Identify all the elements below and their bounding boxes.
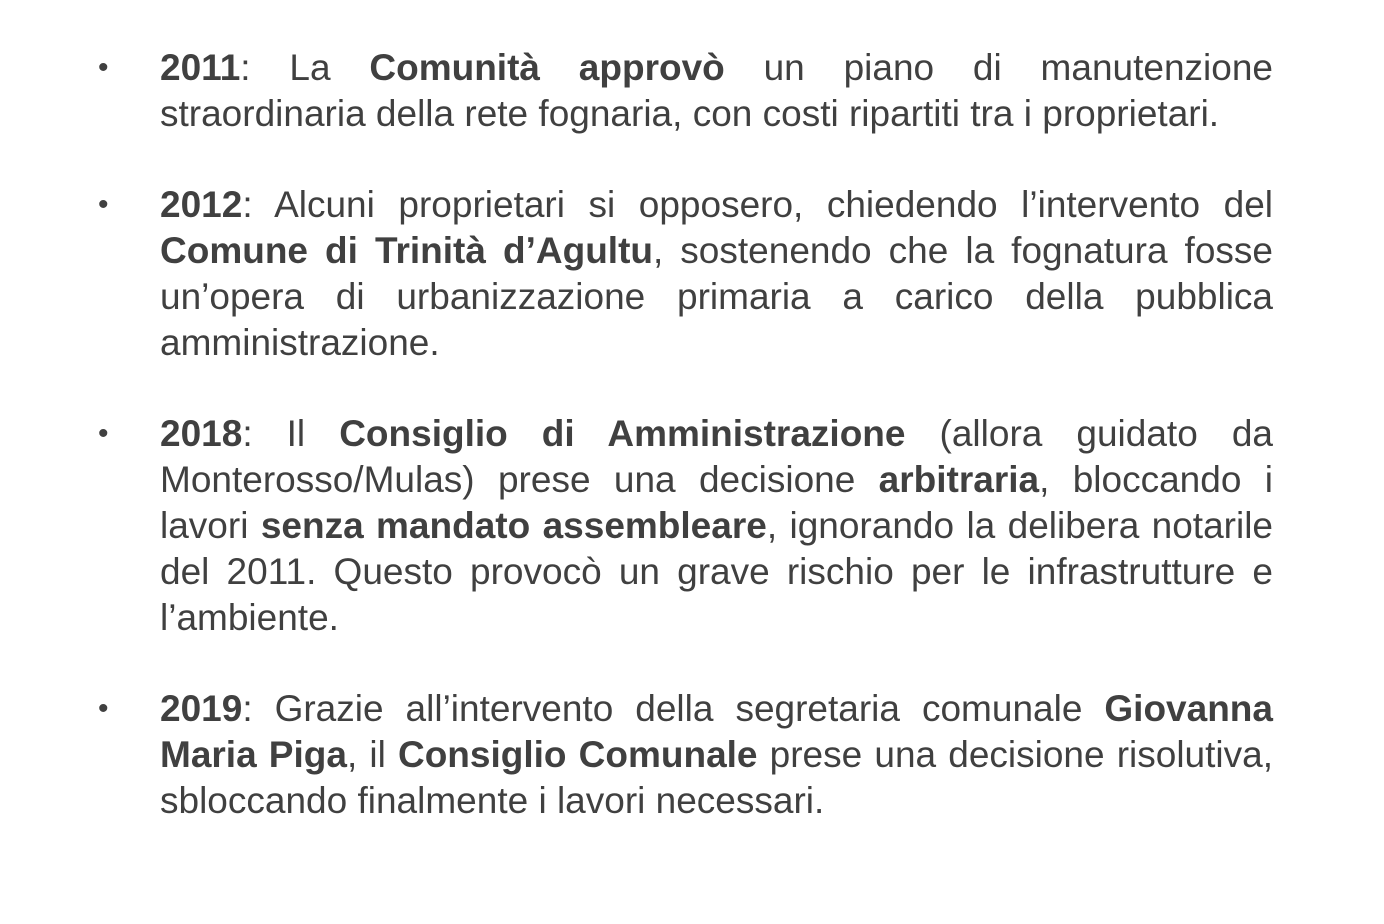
year-label: 2019 — [160, 688, 243, 729]
item-text: : Alcuni proprietari si opposero, chiedendo l’intervento del — [242, 184, 1273, 225]
timeline-list-item — [98, 45, 1273, 137]
document-body — [0, 45, 1384, 869]
item-text: , il — [346, 734, 398, 775]
bold-entity: senza mandato assembleare — [260, 505, 767, 546]
bold-entity: Giovanna Maria Piga — [160, 688, 1273, 775]
year-label: 2011 — [160, 47, 241, 88]
item-text: : Grazie all’intervento della segretaria comunale — [242, 688, 1105, 729]
bold-entity: Comune di Trinità d’Agultu — [160, 230, 653, 271]
item-text: , bloccando i lavori — [160, 459, 1274, 546]
item-text: (allora guidato da Monterosso/Mulas) prese una decisione — [160, 413, 1274, 500]
item-text: , sostenendo che la fognatura fosse un’opera di urbanizzazione primaria a carico della pubblica amministrazione. — [160, 230, 1273, 363]
bullet-icon: • — [98, 692, 109, 725]
bullet-icon: • — [98, 51, 109, 84]
bold-entity: Consiglio Comunale — [397, 734, 758, 775]
item-text: : Il — [242, 413, 340, 454]
timeline-list-item — [98, 686, 1273, 824]
timeline-list-item — [98, 411, 1274, 641]
item-text: prese una decisione risolutiva, sbloccando finalmente i lavori necessari. — [160, 734, 1273, 821]
bold-entity: Comunità approvò — [369, 47, 725, 88]
item-text: , ignorando la delibera notarile del 2011. Questo provocò un grave rischio per le infrastrutture e l’ambiente. — [160, 505, 1273, 638]
bold-entity: arbitraria — [878, 459, 1040, 500]
year-label: 2018 — [160, 413, 243, 454]
item-text: un piano di manutenzione straordinaria della rete fognaria, con costi ripartiti tra i proprietari. — [160, 47, 1273, 134]
bullet-icon: • — [98, 188, 109, 221]
bold-entity: Consiglio di Amministrazione — [339, 413, 906, 454]
timeline-list-item — [98, 182, 1273, 366]
item-text: : La — [240, 47, 370, 88]
bullet-icon: • — [98, 417, 109, 450]
year-label: 2012 — [160, 184, 243, 225]
